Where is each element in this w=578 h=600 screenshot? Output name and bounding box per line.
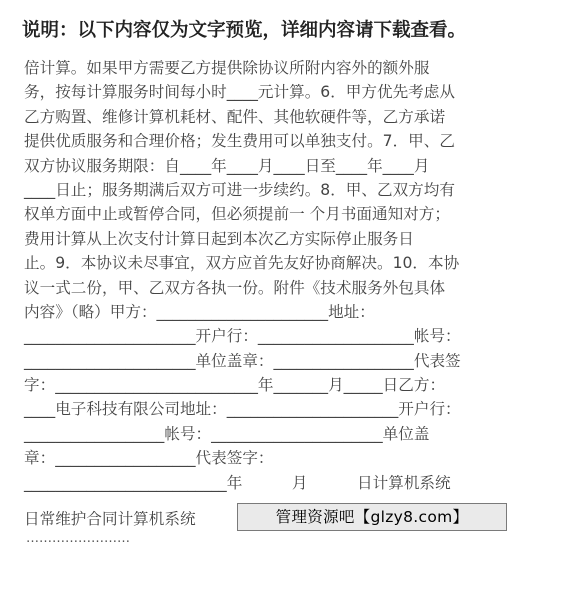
document-line: 止。9．本协议未尽事宜，双方应首先友好协商解决。10．本协 <box>24 254 460 273</box>
document-line: __________________帐号：______________________单位盖 <box>24 424 430 443</box>
document-line: ______________________单位盖章：__________________代表签 <box>24 351 461 370</box>
document-line: ____电子科技有限公司地址：______________________开户行： <box>24 400 461 419</box>
document-line: ____日止；服务期满后双方可进一步续约。8．甲、乙双方均有 <box>24 180 455 199</box>
document-line: 倍计算。如果甲方需要乙方提供除协议所附内容外的额外服 <box>24 59 430 77</box>
document-last-line: 日常维护合同计算机系统 <box>24 510 196 528</box>
document-line: 权单方面中止或暂停合同，但必须提前一 个月书面通知对方； <box>24 205 450 224</box>
document-line: 务，按每计算服务时间每小时____元计算。6．甲方优先考虑从 <box>24 83 455 102</box>
document-line: 章：__________________代表签字： <box>24 449 274 468</box>
document-line: 提供优质服务和合理价格；发生费用可以单独支付。7．甲、乙 <box>24 132 455 151</box>
continuation-dots: …………………… <box>26 531 130 546</box>
document-line: 费用计算从上次支付计算日起到本次乙方实际停止服务日 <box>24 229 414 248</box>
document-line: 双方协议服务期限：自____年____月____日至____年____月 <box>24 156 430 175</box>
document-line: 字：__________________________年_______月_____日乙方： <box>24 376 446 395</box>
document-line: 乙方购置、维修计算机耗材、配件、其他软硬件等，乙方承诺 <box>24 107 446 126</box>
watermark-badge: 管理资源吧【glzy8.com】 <box>237 503 507 531</box>
document-line: ______________________开户行：____________________帐号： <box>24 327 461 346</box>
document-body <box>24 56 564 495</box>
document-line: 内容》（略）甲方：______________________地址： <box>24 302 375 321</box>
preview-notice: 说明：以下内容仅为文字预览，详细内容请下载查看。 <box>22 20 467 41</box>
document-line: __________________________年 月 日计算机系统 <box>24 473 451 492</box>
document-line: 议一式二份，甲、乙双方各执一份。附件《技术服务外包具体 <box>24 278 446 297</box>
